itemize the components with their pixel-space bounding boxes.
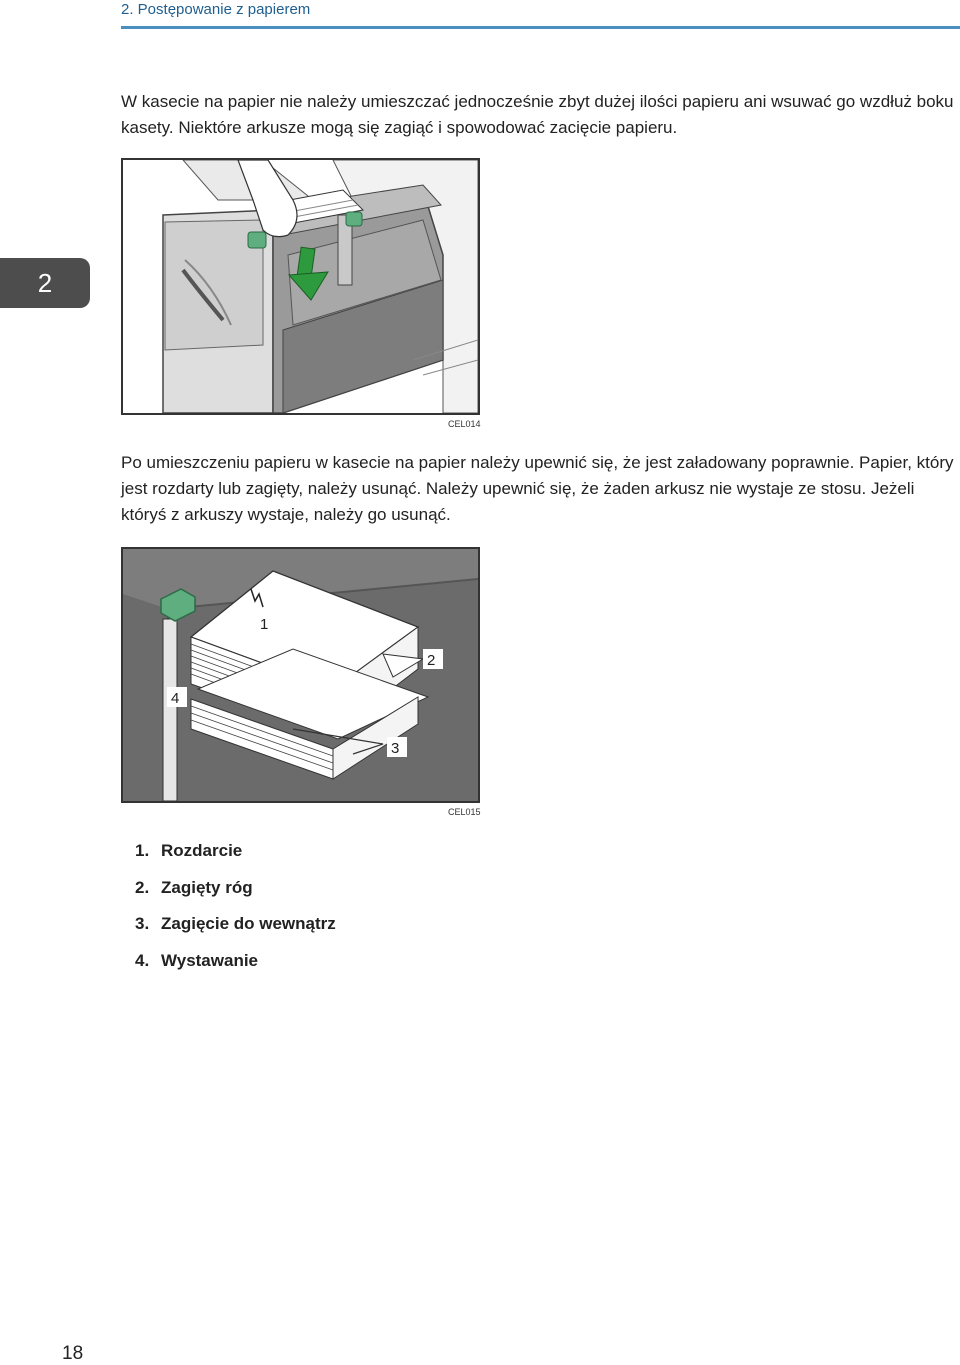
paper-cassette-illustration bbox=[123, 160, 478, 413]
paragraph-overload-warning: W kasecie na papier nie należy umieszczać jednocześnie zbyt dużej ilości papieru ani wsuwać go wzdłuż boku kasety. Niektóre arkusze mogą się zagiąć i spowodować zacięcie papieru. bbox=[121, 92, 954, 137]
list-item-number: 4. bbox=[135, 950, 150, 970]
list-item bbox=[135, 838, 336, 875]
callout-4-label: 4 bbox=[171, 690, 180, 707]
paper-defects-illustration bbox=[123, 549, 478, 801]
section-header: 2. Postępowanie z papierem bbox=[121, 1, 311, 18]
figure-code: CEL014 bbox=[448, 419, 481, 429]
page-number: 18 bbox=[62, 1343, 84, 1364]
callout-3 bbox=[387, 737, 407, 757]
list-item-label: Rozdarcie bbox=[161, 841, 243, 860]
callout-1-label: 1 bbox=[260, 616, 269, 633]
figure-paper-cassette bbox=[121, 158, 480, 415]
callout-1 bbox=[260, 616, 268, 633]
callout-3-label: 3 bbox=[391, 740, 400, 757]
list-item-number: 3. bbox=[135, 914, 150, 933]
figure-code: CEL015 bbox=[448, 807, 481, 817]
defect-list bbox=[135, 838, 336, 984]
callout-2-label: 2 bbox=[427, 652, 436, 669]
list-item-number: 2. bbox=[135, 877, 150, 897]
paragraph-check-loading: Po umieszczeniu papieru w kasecie na papier należy upewnić się, że jest załadowany poprawnie. Papier, który jest rozdarty lub zagięty, należy usunąć. Należy upewnić się, że żaden arkusz nie wystaje ze stosu. Jeżeli któryś z arkuszy wystaje, należy go usunąć. bbox=[121, 453, 954, 524]
list-item-label: Zagięty róg bbox=[161, 877, 253, 897]
chapter-tab-label: 2 bbox=[37, 267, 53, 298]
list-item-number: 1. bbox=[135, 841, 150, 860]
callout-2 bbox=[423, 649, 443, 669]
figure-paper-defects bbox=[121, 547, 480, 803]
list-item bbox=[135, 948, 336, 985]
callout-4 bbox=[167, 687, 187, 707]
list-item bbox=[135, 875, 336, 912]
list-item-label: Wystawanie bbox=[161, 950, 259, 970]
chapter-tab bbox=[0, 258, 90, 308]
list-item bbox=[135, 911, 336, 948]
list-item-label: Zagięcie do wewnątrz bbox=[161, 914, 336, 933]
header-rule bbox=[121, 26, 960, 29]
